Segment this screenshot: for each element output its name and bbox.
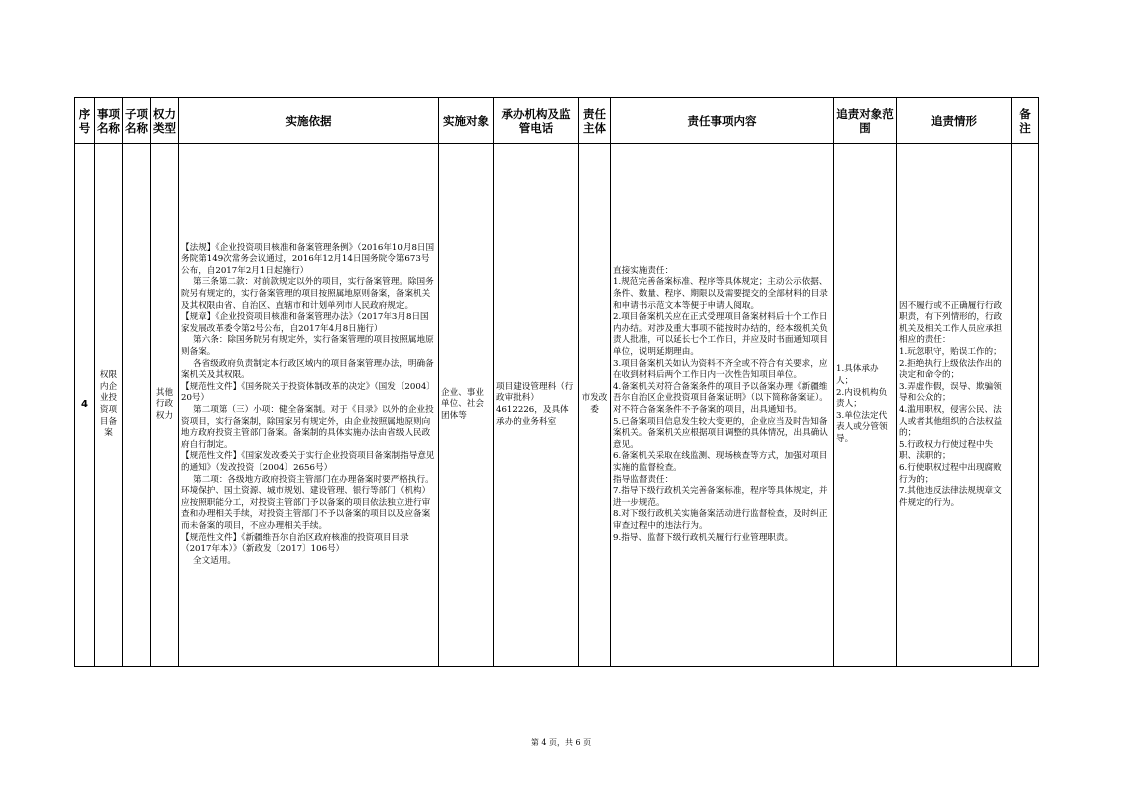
- situation-line: 2.拒绝执行上级依法作出的决定和命令的；: [899, 358, 1002, 381]
- situation-line: 5.行政权力行使过程中失职、渎职的；: [899, 439, 994, 462]
- cell-basis: [179, 144, 439, 667]
- situation-line: 7.其他违反法律法规规章文件规定的行为。: [899, 486, 1002, 508]
- header-item-name: 事项名称: [95, 98, 123, 144]
- scope-line: 3.单位法定代表人或分管领导。: [836, 410, 888, 444]
- basis-line: 第二项：各级地方政府投资主管部门在办理备案时要严格执行。环境保护、国土资源、城市规划、建设管理、银行等部门（机构）应按照职能分工，对投资主管部门予以备案的项目依法独立进行审查和办理相关手续，对投资主管部门不予以备案的项目以及应备案而未备案的项目，不应办理相关手续。: [181, 474, 434, 531]
- cell-index: 4: [75, 144, 95, 667]
- header-sub-item: 子项名称: [123, 98, 151, 144]
- situation-line: 3.弄虚作假，误导、欺骗领导和公众的；: [899, 381, 1002, 404]
- header-scope: 追责对象范围: [834, 98, 897, 144]
- cell-sub-item: [123, 144, 151, 667]
- situation-line: 因不履行或不正确履行行政职责，有下列情形的，行政机关及相关工作人员应承担相应的责任：: [899, 300, 1003, 346]
- header-duties: 责任事项内容: [611, 98, 834, 144]
- basis-line: 【规章】《企业投资项目核准和备案管理办法》（2017年3月8日国家发展改革委令第2号公布，自2017年4月8日施行）: [181, 312, 429, 334]
- table-row: [75, 144, 1039, 667]
- duty-line: 2.项目备案机关应在正式受理项目备案材料后十个工作日内办结。对涉及重大事项不能按时办结的，经本级机关负责人批准，可以延长七个工作日，并应及时书面通知项目单位，说明延期理由。: [613, 312, 828, 358]
- duty-line: 6.备案机关采取在线监测、现场核查等方式，加强对项目实施的监督检查。: [613, 451, 828, 473]
- cell-situations: [897, 144, 1012, 667]
- scope-line: 1.具体承办人；: [836, 364, 879, 387]
- header-basis: 实施依据: [179, 98, 439, 144]
- cell-scope: [834, 144, 897, 667]
- cell-target: 企业、事业单位、社会团体等: [439, 144, 494, 667]
- cell-duties: [611, 144, 834, 667]
- cell-subject: 市发改委: [579, 144, 611, 667]
- basis-line: 【规范性文件】《国家发改委关于实行企业投资项目备案制指导意见的通知》（发改投资〔2004〕2656号）: [181, 451, 435, 473]
- scope-line: 2.内设机构负责人；: [836, 387, 888, 410]
- duty-line: 1.规范完善备案标准、程序等具体规定；主动公示依据、条件、数量、程序、期限以及需要提交的全部材料的目录和申请书示范文本等便于申请人阅取。: [613, 277, 828, 311]
- basis-line: 第二项第（三）小项：健全备案制。对于《目录》以外的企业投资项目，实行备案制，除国家另有规定外，由企业按照属地原则向地方政府投资主管部门备案。备案制的具体实施办法由省级人民政府自行制定。: [181, 405, 434, 450]
- basis-line: 第三条第二款：对前款规定以外的项目，实行备案管理。除国务院另有规定的，实行备案管理的项目按照属地原则备案，备案机关及其权限由省、自治区、直辖市和计划单列市人民政府规定。: [181, 277, 434, 311]
- situation-line: 4.滥用职权，侵害公民、法人或者其他组织的合法权益的；: [899, 405, 1003, 439]
- header-target: 实施对象: [439, 98, 494, 144]
- responsibility-table: [74, 97, 1039, 667]
- basis-line: 【规范性文件】《国务院关于投资体制改革的决定》（国发〔2004〕20号）: [181, 381, 435, 404]
- basis-line: 第六条：除国务院另有规定外，实行备案管理的项目按照属地原则备案。: [181, 335, 434, 358]
- header-index: 序号: [75, 98, 95, 144]
- situation-line: 6.行使职权过程中出现腐败行为的；: [899, 462, 1002, 485]
- duty-line: 直接实施责任：: [613, 265, 674, 276]
- header-remark: 备注: [1012, 98, 1039, 144]
- duty-line: 8.对下级行政机关实施备案活动进行监督检查，及时纠正审查过程中的违法行为。: [613, 509, 828, 531]
- basis-line: 各省级政府负责制定本行政区域内的项目备案管理办法，明确备案机关及其权限。: [181, 358, 434, 381]
- basis-line: 全文适用。: [193, 555, 237, 566]
- basis-line: 【规范性文件】《新疆维吾尔自治区政府核准的投资项目目录（2017年本）》（新政发〔2017〕106号）: [181, 532, 409, 555]
- cell-item-name: 权限内企业投资项目备案: [95, 144, 123, 667]
- page-footer: 第 4 页，共 6 页: [530, 738, 592, 747]
- header-situations: 追责情形: [897, 98, 1012, 144]
- header-row: [75, 98, 1039, 144]
- duty-line: 指导监督责任：: [613, 474, 674, 485]
- basis-line: 【法规】《企业投资项目核准和备案管理条例》（2016年10月8日国务院第149次常务会议通过，2016年12月14日国务院令第673号公布，自2017年2月1日起施行）: [181, 242, 435, 276]
- header-subject: 责任主体: [579, 98, 611, 144]
- header-power-type: 权力类型: [151, 98, 179, 144]
- cell-power-type: 其他行政权力: [151, 144, 179, 667]
- cell-remark: [1012, 144, 1039, 667]
- duty-line: 7.指导下级行政机关完善备案标准，程序等具体规定，并进一步规范。: [613, 486, 828, 508]
- duty-line: 5.已备案项目信息发生较大变更的，企业应当及时告知备案机关。备案机关应根据项目调整的具体情况，出具确认意见。: [613, 416, 828, 450]
- cell-agency: 项目建设管理科（行政审批科）4612226，及具体承办的业务科室: [494, 144, 579, 667]
- duty-line: 9.指导、监督下级行政机关履行行业管理职责。: [613, 532, 794, 543]
- situation-line: 1.玩忽职守，贻误工作的；: [899, 347, 1002, 358]
- duty-line: 3.项目备案机关如认为资料不齐全或不符合有关要求，应在收到材料后两个工作日内一次性告知项目单位。: [613, 358, 828, 381]
- duty-line: 4.备案机关对符合备案条件的项目予以备案办理《新疆维吾尔自治区企业投资项目备案证明》（以下简称备案证）。对不符合备案条件不予备案的项目，出具通知书。: [613, 381, 828, 415]
- header-agency: 承办机构及监管电话: [494, 98, 579, 144]
